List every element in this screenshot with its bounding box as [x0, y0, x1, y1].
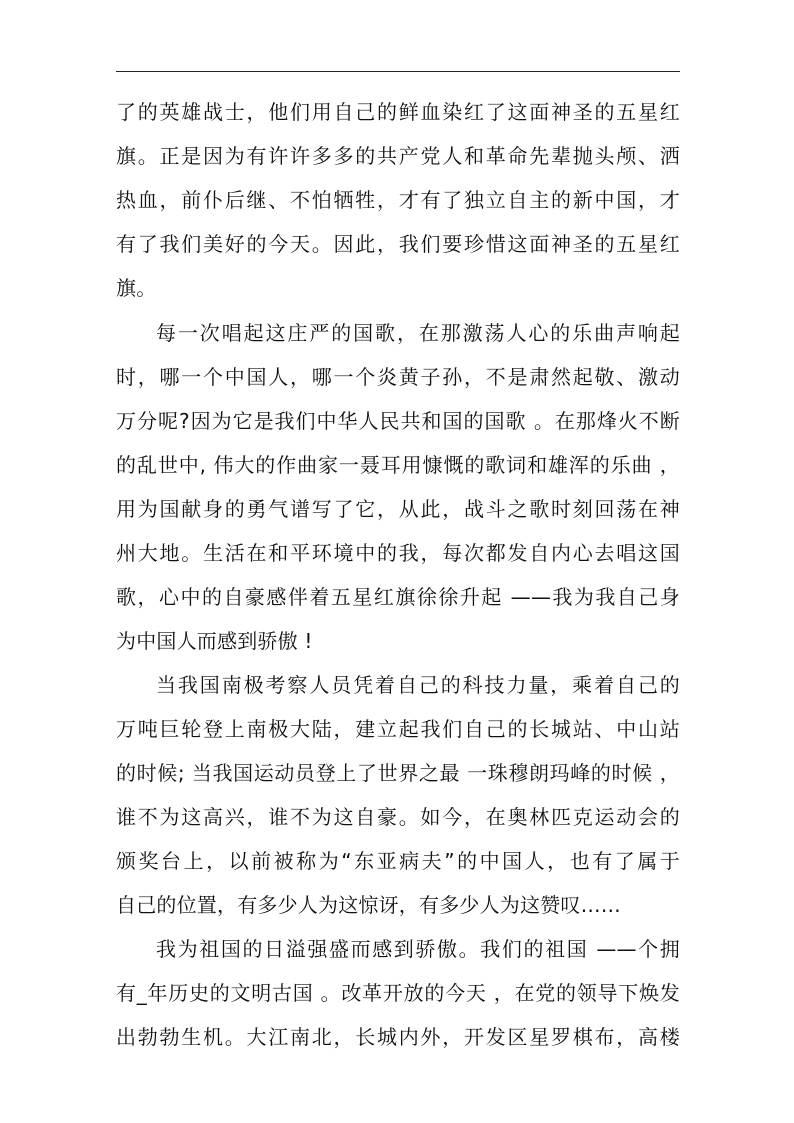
paragraph-line: 谁不为这高兴，谁不为这自豪。如今，在奥林匹克运动会的 [116, 805, 680, 829]
paragraph-line: 的时候; 当我国运动员登上了世界之最 一珠穆朗玛峰的时候 ， [116, 761, 680, 785]
document-body [116, 94, 680, 1055]
paragraph-line: 为中国人而感到骄傲 ! [116, 629, 313, 653]
paragraph-line: 歌，心中的自豪感伴着五星红旗徐徐升起 ——我为我自己身 [116, 585, 680, 609]
paragraph-line: 出勃勃生机。大江南北，长城内外，开发区星罗棋布，高楼 [116, 1025, 680, 1049]
paragraph-line: 时，哪一个中国人，哪一个炎黄子孙，不是肃然起敬、激动 [116, 365, 680, 389]
paragraph-line: 每一次唱起这庄严的国歌，在那激荡人心的乐曲声响起 [156, 321, 680, 345]
paragraph-line: 有了我们美好的今天。因此，我们要珍惜这面神圣的五星红 [116, 232, 680, 256]
paragraph-line: 万吨巨轮登上南极大陆，建立起我们自己的长城站、中山站 [116, 717, 680, 741]
paragraph-line: 当我国南极考察人员凭着自己的科技力量，乘着自己的 [156, 673, 680, 697]
paragraph-line: 有_年历史的文明古国 。改革开放的今天 ，在党的领导下焕发 [116, 981, 680, 1005]
paragraph-line: 热血，前仆后继、不怕牺牲，才有了独立自主的新中国，才 [116, 188, 680, 212]
header-rule [116, 71, 680, 72]
paragraph-line: 颁奖台上，以前被称为“东亚病夫”的中国人，也有了属于 [116, 849, 680, 873]
paragraph-line: 的乱世中, 伟大的作曲家一聂耳用慷慨的歌词和雄浑的乐曲 ， [116, 453, 680, 477]
paragraph-line: 用为国献身的勇气谱写了它，从此，战斗之歌时刻回荡在神 [116, 497, 680, 521]
paragraph-line: 旗。正是因为有许许多多的共产党人和革命先辈抛头颅、洒 [116, 144, 680, 168]
paragraph-line: 州大地。生活在和平环境中的我，每次都发自内心去唱这国 [116, 541, 680, 565]
paragraph-line: 旗。 [116, 276, 157, 300]
paragraph-line: 万分呢?因为它是我们中华人民共和国的国歌 。在那烽火不断 [116, 409, 680, 433]
paragraph-line: 我为祖国的日溢强盛而感到骄傲。我们的祖国 ——个拥 [156, 937, 680, 961]
paragraph-line: 了的英雄战士，他们用自己的鲜血染红了这面神圣的五星红 [116, 100, 680, 124]
paragraph-line: 自己的位置，有多少人为这惊讶，有多少人为这赞叹…… [116, 893, 621, 917]
